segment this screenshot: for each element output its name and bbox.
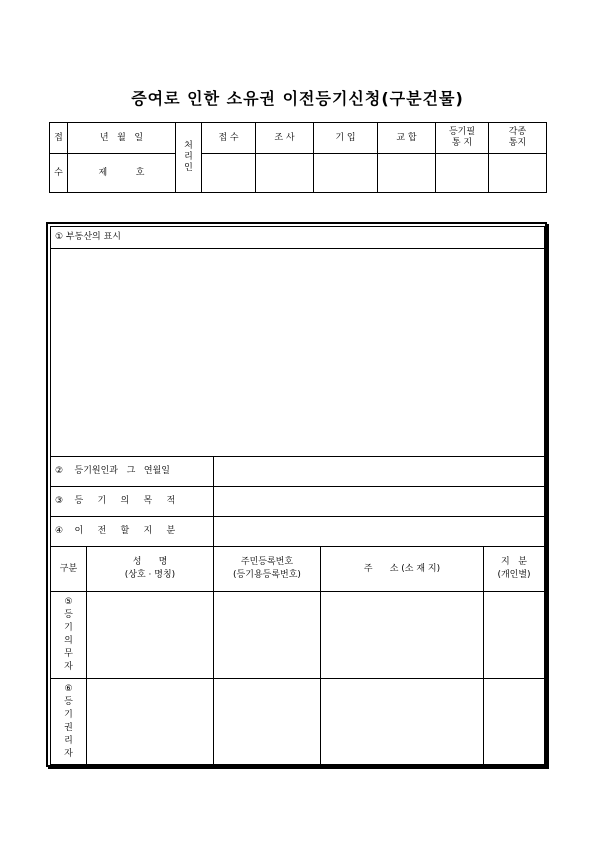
- holder-share-field[interactable]: [484, 679, 545, 765]
- col-header-address: 주 소 (소 재 지): [321, 547, 484, 592]
- purpose-label: ③ 등 기 의 목 적: [51, 487, 214, 517]
- receipt-input-notice-various[interactable]: [489, 154, 547, 193]
- receipt-input-jeopsu[interactable]: [202, 154, 256, 193]
- handler-label: 처 리 인: [176, 123, 202, 193]
- holder-address-field[interactable]: [321, 679, 484, 765]
- col-header-id: 주민등록번호 (등기용등록번호): [214, 547, 321, 592]
- purpose-field[interactable]: [214, 487, 545, 517]
- receipt-col-notice-various: 각종 통지: [489, 123, 547, 154]
- property-display-label: ① 부동산의 표시: [51, 227, 545, 249]
- col-header-gubun: 구분: [51, 547, 87, 592]
- holder-id-field[interactable]: [214, 679, 321, 765]
- obligor-name-field[interactable]: [87, 592, 214, 679]
- application-form: [46, 222, 547, 767]
- receipt-col-gip: 기 입: [314, 123, 378, 154]
- holder-label: ⑥ 등 기 권 리 자: [51, 679, 87, 765]
- receipt-number-label: 제 호: [68, 154, 176, 193]
- obligor-id-field[interactable]: [214, 592, 321, 679]
- receipt-input-gip[interactable]: [314, 154, 378, 193]
- receipt-input-notice-registered[interactable]: [436, 154, 489, 193]
- property-display-field[interactable]: [51, 249, 545, 457]
- receipt-jeop: 접: [50, 123, 68, 154]
- transfer-share-label: ④ 이 전 할 지 분: [51, 517, 214, 547]
- col-header-share: 지 분 (개인별): [484, 547, 545, 592]
- cause-date-label: ② 등기원인과 그 연월일: [51, 457, 214, 487]
- obligor-label: ⑤ 등 기 의 무 자: [51, 592, 87, 679]
- page-title: 증여로 인한 소유권 이전등기신청(구분건물): [131, 89, 464, 108]
- receipt-col-notice-registered: 등기필 통 지: [436, 123, 489, 154]
- receipt-date-label: 년 월 일: [68, 123, 176, 154]
- receipt-su: 수: [50, 154, 68, 193]
- holder-name-field[interactable]: [87, 679, 214, 765]
- obligor-share-field[interactable]: [484, 592, 545, 679]
- receipt-input-gyohap[interactable]: [378, 154, 436, 193]
- receipt-col-gyohap: 교 합: [378, 123, 436, 154]
- application-form-table: [50, 226, 545, 765]
- receipt-col-jeopsu: 접 수: [202, 123, 256, 154]
- obligor-address-field[interactable]: [321, 592, 484, 679]
- transfer-share-field[interactable]: [214, 517, 545, 547]
- col-header-name: 성 명 (상호 · 명칭): [87, 547, 214, 592]
- cause-date-field[interactable]: [214, 457, 545, 487]
- receipt-col-josa: 조 사: [256, 123, 314, 154]
- receipt-table: [49, 122, 547, 193]
- receipt-input-josa[interactable]: [256, 154, 314, 193]
